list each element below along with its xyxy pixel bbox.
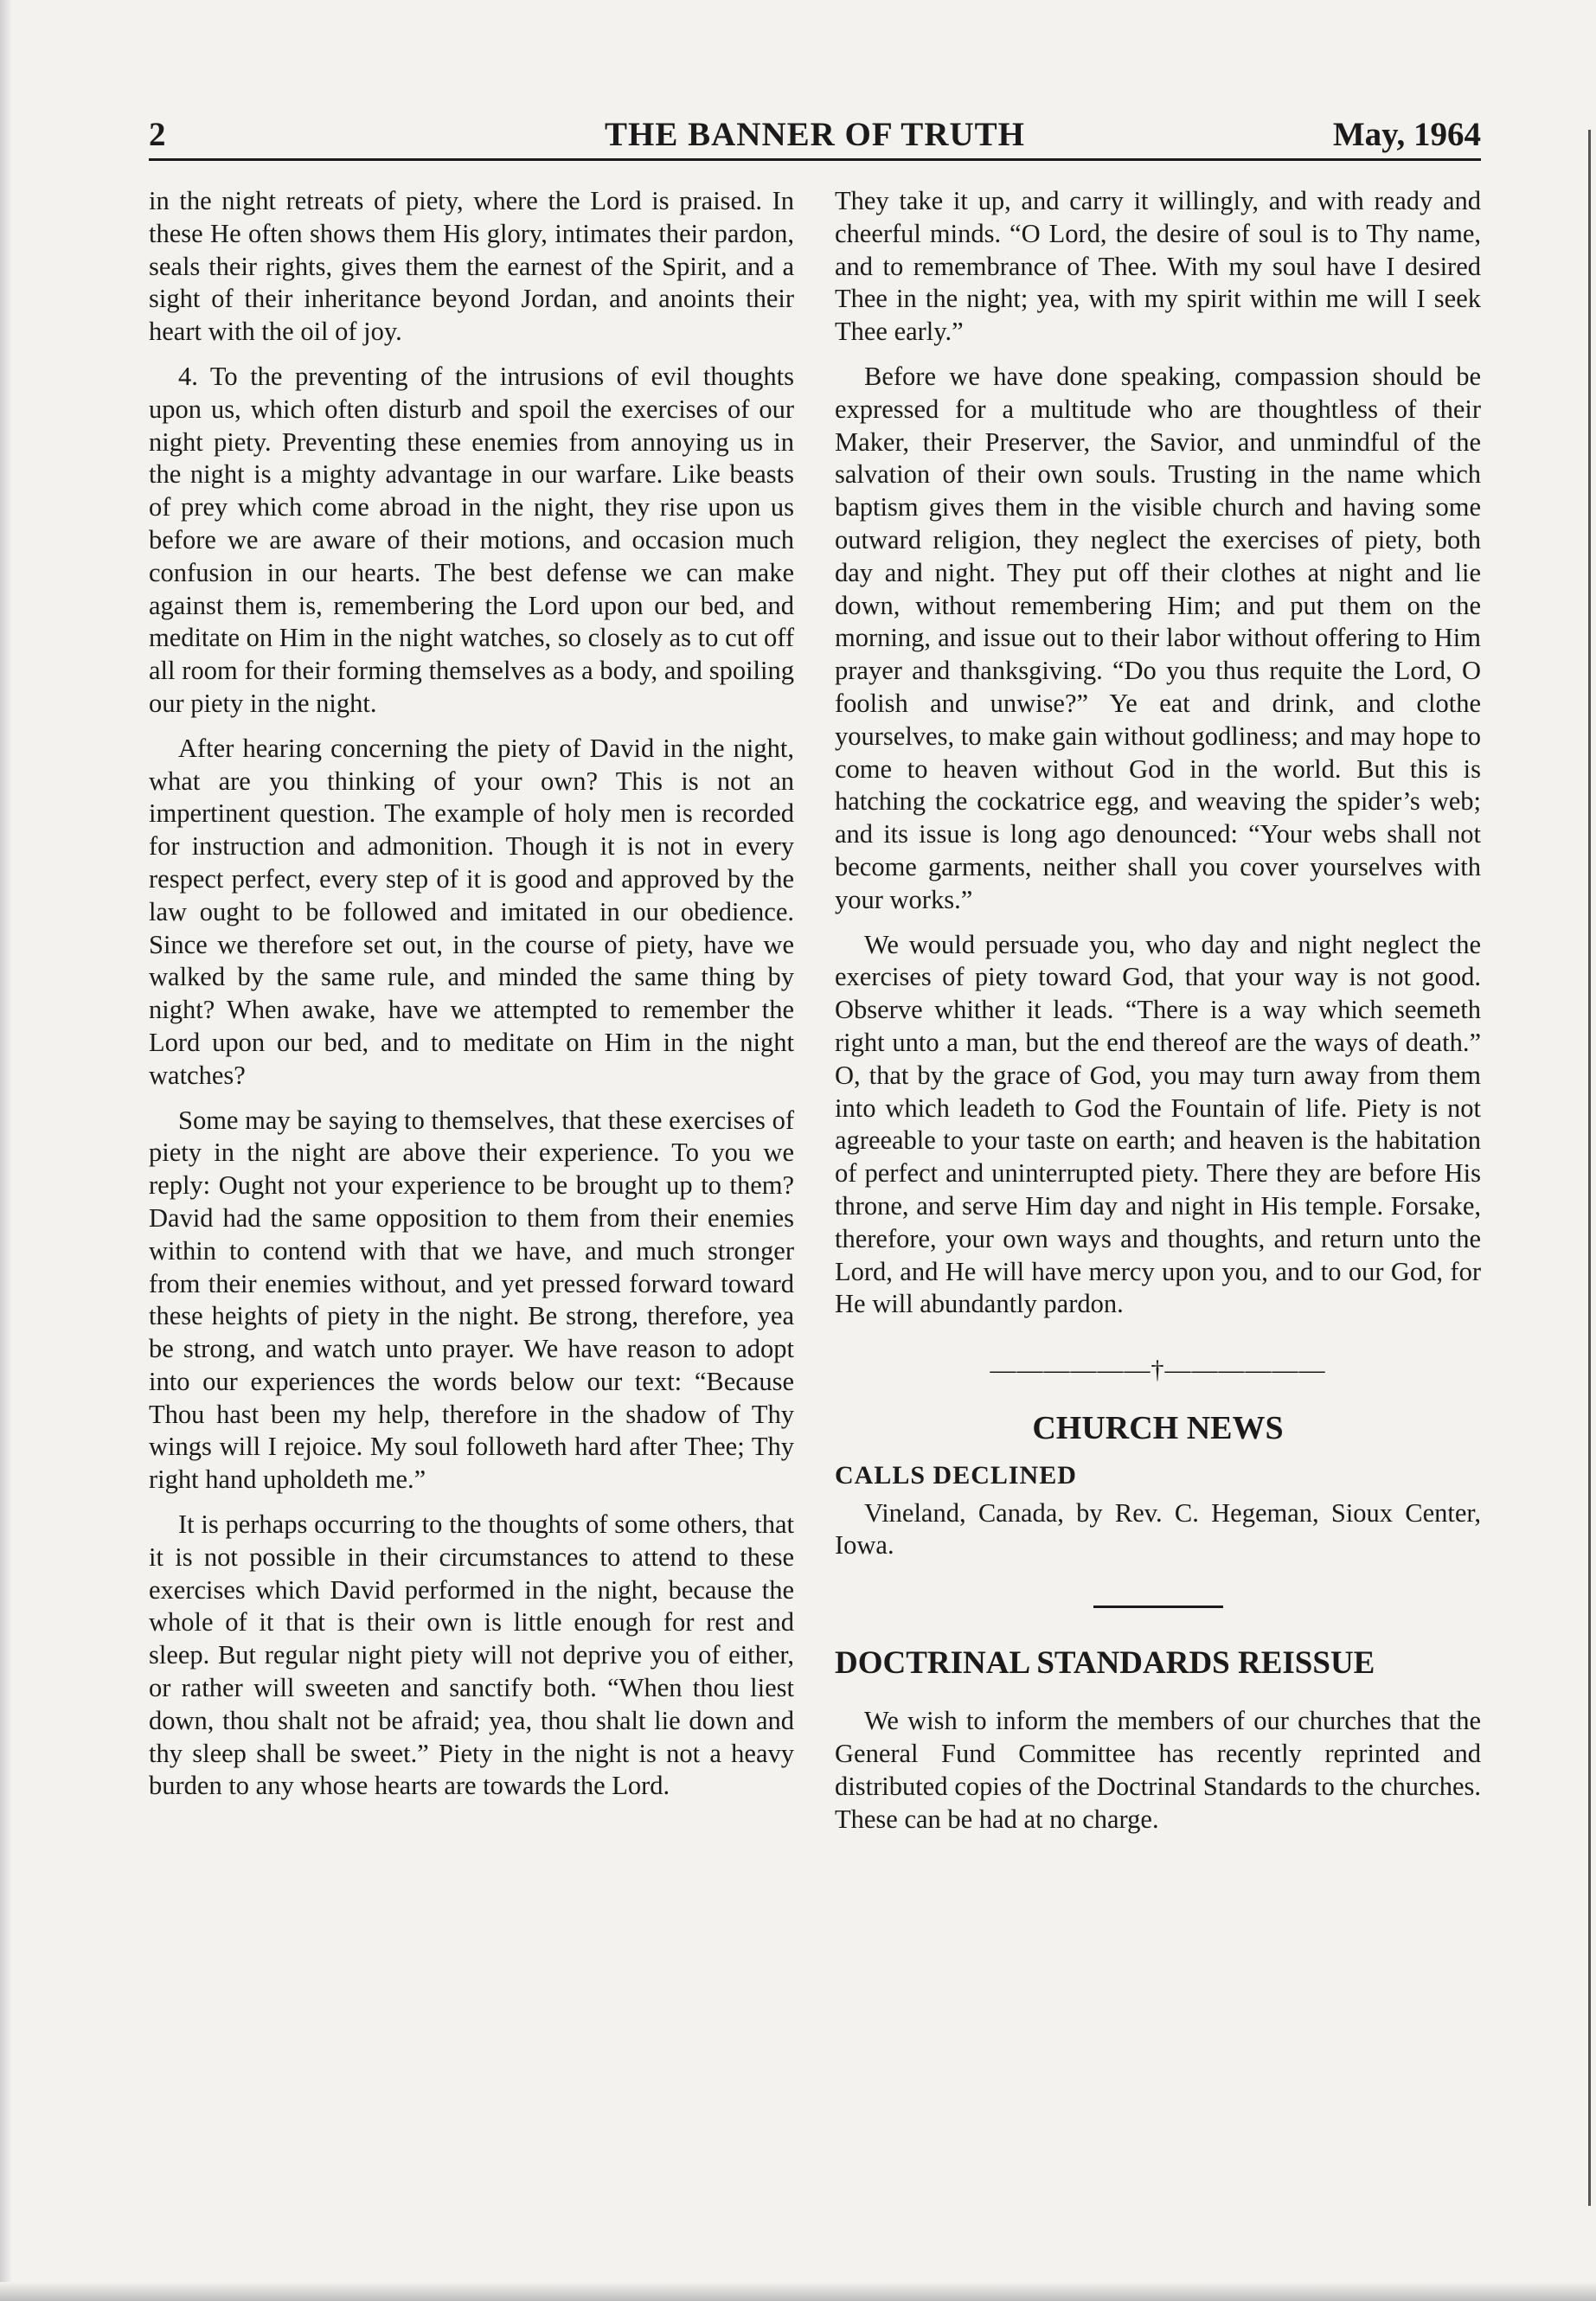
short-rule-divider (1093, 1606, 1223, 1608)
doctrinal-standards-heading: DOCTRINAL STANDARDS REISSUE (835, 1645, 1375, 1682)
church-news-text: Vineland, Canada, by Rev. C. Hegeman, Sioux Center, Iowa. (835, 1497, 1481, 1561)
church-news-heading: CHURCH NEWS (1032, 1409, 1284, 1446)
section-divider: ——————†—————— (990, 1356, 1326, 1385)
page-edge-bottom (0, 2282, 1596, 2301)
publication-title: THE BANNER OF TRUTH (605, 116, 1025, 153)
paragraph: Before we have done speaking, compassion should be expressed for a multitude who are thoughtless of their Maker, their Preserver, the Savior, and unmindful of the salvation of their own souls. Trusting in the name which baptism gives them in the visible church and having some outward religion, they neglect the exercises of piety, both day and night. They put off their clothes at night and lie down, without remembering Him; and put them on the morning, and issue out to their labor without offering to Him prayer and thanksgiving. “Do you thus requite the Lord, O foolish and unwise?” Ye eat and drink, and clothe yourselves, to make gain without godliness; and may hope to come to heaven without God in the world. But this is hatching the cockatrice egg, and weaving the spider’s web; and its issue is long ago denounced: “Your webs shall not become garments, neither shall you cover yourselves with your works.” (835, 361, 1481, 914)
paragraph: It is perhaps occurring to the thoughts of some others, that it is not possible in their circumstances to attend to these exercises which David performed in the night, because the whole of it that is their own is little enough for rest and sleep. But regular night piety will not deprive you of either, or rather will sweeten and sanctify both. “When thou liest down, thou shalt not be afraid; yea, thou shalt lie down and thy sleep shall be sweet.” Piety in the night is not a heavy burden to any whose hearts are towards the Lord. (149, 1509, 794, 1801)
paragraph: Some may be saying to themselves, that these exercises of piety in the night are above their experience. To you we reply: Ought not your experience to be brought up to them? David had the same opposition to them from their enemies within to contend with that we have, and much stronger from their enemies without, and yet pressed forward toward these heights of piety in the night. Be strong, therefore, yea be strong, and watch unto prayer. We have reason to adopt into our experiences the words below our text: “Because Thou hast been my help, therefore in the shadow of Thy wings will I rejoice. My soul followeth hard after Thee; Thy right hand upholdeth me.” (149, 1105, 794, 1495)
doctrinal-standards-text: We wish to inform the members of our churches that the General Fund Committee has recently reprinted and distributed copies of the Doctrinal Standards to the churches. These can be had at no charge. (835, 1706, 1481, 1834)
calls-declined-subheading: CALLS DECLINED (835, 1460, 1077, 1490)
page-edge-left (0, 0, 12, 2301)
paragraph: We would persuade you, who day and night neglect the exercises of piety toward God, that your way is not good. Observe whither it leads. “There is a way which seemeth right unto a man, but the end thereof are the ways of death.” O, that by the grace of God, you may turn away from them into which leadeth to God the Fountain of life. Piety is not agreeable to your taste on earth; and heaven is the habitation of perfect and uninterrupted piety. There they are before His throne, and serve Him day and night in His temple. Forsake, therefore, your own ways and thoughts, and return unto the Lord, and He will have mercy upon you, and to our God, for He will abundantly pardon. (835, 929, 1481, 1319)
paragraph: They take it up, and carry it willingly, and with ready and cheerful minds. “O Lord, the desire of soul is to Thy name, and to remembrance of Thee. With my soul have I desired Thee in the night; yea, with my spirit within me will I seek Thee early.” (835, 186, 1481, 347)
running-header (149, 115, 1481, 161)
page-number: 2 (149, 116, 166, 153)
page-edge-right (1588, 130, 1591, 2206)
paragraph: 4. To the preventing of the intrusions of evil thoughts upon us, which often disturb and spoil the exercises of our night piety. Preventing these enemies from annoying us in the night is a mighty advantage in our warfare. Like beasts of prey which come abroad in the night, they rise upon us before we are aware of their motions, and occasion much confusion in our hearts. The best defense we can make against them is, remembering the Lord upon our bed, and meditate on Him in the night watches, so closely as to cut off all room for their forming themselves as a body, and spoiling our piety in the night. (149, 361, 794, 718)
right-column (835, 185, 1481, 1848)
issue-date: May, 1964 (1332, 116, 1481, 153)
paragraph: After hearing concerning the piety of David in the night, what are you thinking of your own? This is not an impertinent question. The example of holy men is recorded for instruction and admonition. Though it is not in every respect perfect, every step of it is good and approved by the law ought to be followed and imitated in our obedience. Since we therefore set out, in the course of piety, have we walked by the same rule, and minded the same thing by night? When awake, have we attempted to remember the Lord upon our bed, and to meditate on Him in the night watches? (149, 733, 794, 1090)
left-column (149, 185, 794, 1815)
paragraph: in the night retreats of piety, where the Lord is praised. In these He often shows them His glory, intimates their pardon, seals their rights, gives them the earnest of the Spirit, and a sight of their inheritance beyond Jordan, and anoints their heart with the oil of joy. (149, 186, 794, 347)
